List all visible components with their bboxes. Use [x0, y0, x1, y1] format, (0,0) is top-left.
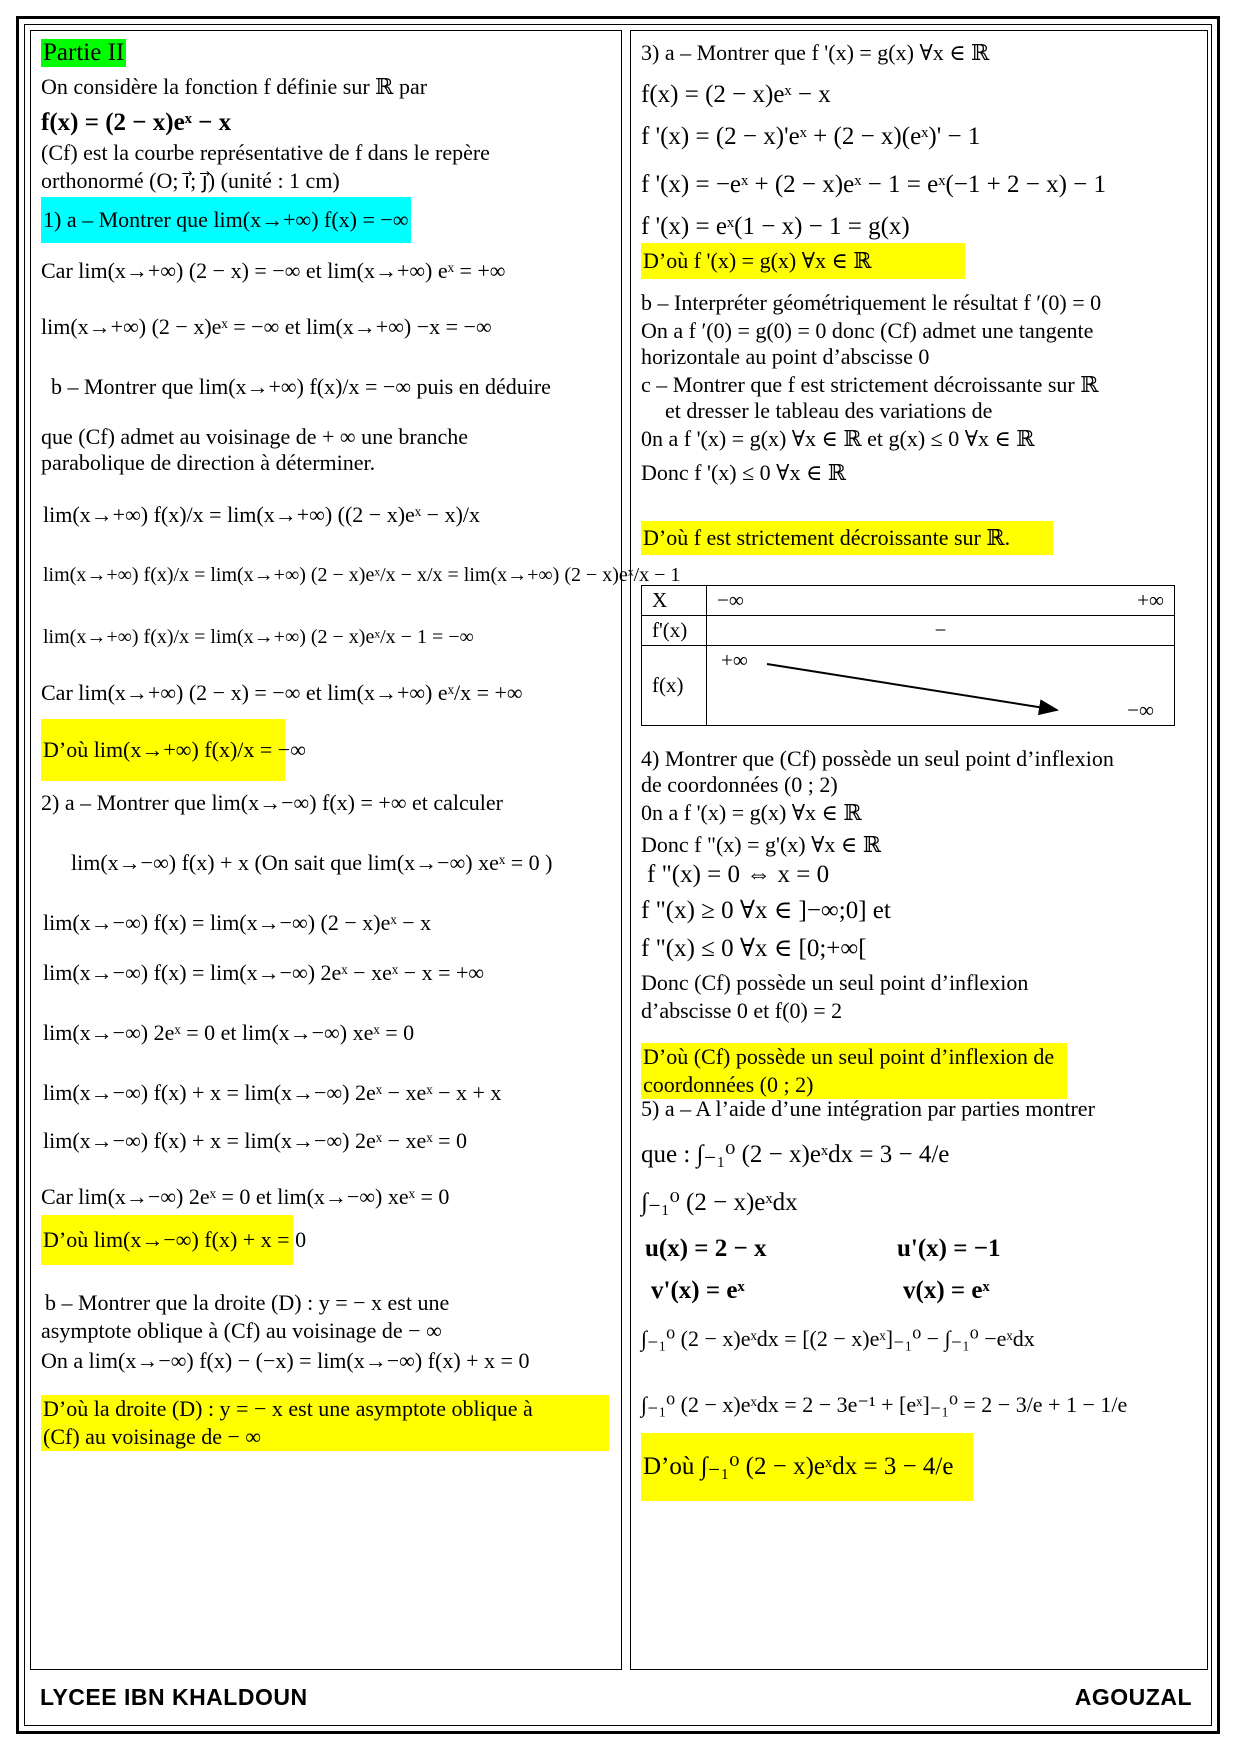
formula-line: 0n a f '(x) = g(x) ∀x ∈ ℝ: [641, 800, 862, 825]
text-line: b – Montrer que lim(x→+∞) f(x)/x = −∞ puis en déduire: [51, 374, 551, 399]
text-line: de coordonnées (0 ; 2): [641, 772, 838, 797]
table-row: [642, 586, 1175, 616]
formula-line: v(x) = eˣ: [903, 1277, 990, 1304]
table-cell: f(x): [642, 646, 707, 726]
formula-line: f '(x) = (2 − x)'eˣ + (2 − x)(eˣ)' − 1: [641, 123, 981, 150]
formula-line: v'(x) = eˣ: [651, 1277, 745, 1304]
result-4-line1: D’où (Cf) possède un seul point d’inflexion de: [643, 1044, 1055, 1069]
formula-line: Car lim(x→+∞) (2 − x) = −∞ et lim(x→+∞) eˣ/x = +∞: [41, 680, 523, 705]
formula-line: Car lim(x→−∞) 2eˣ = 0 et lim(x→−∞) xeˣ = 0: [41, 1184, 450, 1209]
question-4: 4) Montrer que (Cf) possède un seul point d’inflexion: [641, 746, 1114, 771]
formula-line: lim(x→+∞) f(x)/x = lim(x→+∞) (2 − x)eˣ/x − x/x = lim(x→+∞) (2 − x)eˣ/x − 1: [43, 564, 681, 586]
result-3a: D’où f '(x) = g(x) ∀x ∈ ℝ: [641, 243, 965, 279]
result-3c: D’où f est strictement décroissante sur ℝ.: [641, 521, 1053, 555]
formula-line: lim(x→+∞) f(x)/x = lim(x→+∞) ((2 − x)eˣ − x)/x: [43, 502, 481, 527]
formula-line: lim(x→−∞) 2eˣ = 0 et lim(x→−∞) xeˣ = 0: [43, 1020, 415, 1045]
question-5a: 5) a – A l’aide d’une intégration par parties montrer: [641, 1096, 1095, 1121]
formula-line: lim(x→−∞) f(x) = lim(x→−∞) (2 − x)eˣ − x: [43, 910, 432, 935]
table-cell: −: [707, 616, 1175, 646]
formula-line: u'(x) = −1: [897, 1235, 1001, 1262]
formula-line: ∫₋₁⁰ (2 − x)eˣdx = 2 − 3e⁻¹ + [eˣ]₋₁⁰ = 2 − 3/e + 1 − 1/e: [641, 1392, 1128, 1417]
formula-line: lim(x→−∞) f(x) + x (On sait que lim(x→−∞) xeˣ = 0 ): [71, 850, 553, 875]
decreasing-arrow: [763, 658, 1063, 718]
table-value: +∞: [1137, 588, 1164, 612]
formula-line: Donc f '(x) ≤ 0 ∀x ∈ ℝ: [641, 460, 847, 485]
formula-line: 0n a f '(x) = g(x) ∀x ∈ ℝ et g(x) ≤ 0 ∀x ∈ ℝ: [641, 426, 1035, 451]
formula-line: ∫₋₁⁰ (2 − x)eˣdx = [(2 − x)eˣ]₋₁⁰ − ∫₋₁⁰ −eˣdx: [641, 1326, 1035, 1351]
table-cell: X: [642, 586, 707, 616]
text-line: et dresser le tableau des variations de: [665, 398, 993, 423]
formula-line: f "(x) = 0 ⇔ x = 0: [647, 861, 830, 888]
table-value: −∞: [717, 588, 744, 612]
formula-line: f '(x) = eˣ(1 − x) − 1 = g(x): [641, 213, 910, 240]
table-value: +∞: [721, 648, 748, 672]
question-3c: c – Montrer que f est strictement décroissante sur ℝ: [641, 372, 1099, 397]
text-line: d’abscisse 0 et f(0) = 2: [641, 998, 843, 1023]
table-row: [642, 616, 1175, 646]
result-1b: D’où lim(x→+∞) f(x)/x = −∞: [41, 719, 285, 781]
text-line: On a f ′(0) = g(0) = 0 donc (Cf) admet une tangente: [641, 318, 1094, 343]
formula-line: f "(x) ≥ 0 ∀x ∈ ]−∞;0] et: [641, 897, 891, 924]
variation-table: [641, 585, 1175, 726]
table-value: −∞: [1127, 698, 1154, 722]
text-line: orthonormé (O; i⃗; j⃗) (unité : 1 cm): [41, 168, 340, 193]
right-column: [630, 30, 1208, 1670]
formula-line: lim(x→+∞) (2 − x)eˣ = −∞ et lim(x→+∞) −x = −∞: [41, 314, 492, 339]
formula-line: lim(x→−∞) f(x) + x = lim(x→−∞) 2eˣ − xeˣ = 0: [43, 1128, 468, 1153]
formula-line: u(x) = 2 − x: [645, 1235, 767, 1262]
result-4-line2: coordonnées (0 ; 2): [643, 1072, 814, 1097]
text-line: horizontale au point d’abscisse 0: [641, 344, 930, 369]
formula-line: que : ∫₋₁⁰ (2 − x)eˣdx = 3 − 4/e: [641, 1141, 950, 1168]
result-2a: D’où lim(x→−∞) f(x) + x = 0: [41, 1215, 293, 1265]
table-row: [642, 646, 1175, 726]
result-2b-line1: D’où la droite (D) : y = − x est une asymptote oblique à: [43, 1396, 533, 1421]
text-line: que (Cf) admet au voisinage de + ∞ une branche: [41, 424, 468, 449]
formula-line: lim(x→−∞) f(x) + x = lim(x→−∞) 2eˣ − xeˣ − x + x: [43, 1080, 502, 1105]
left-column: [30, 30, 681, 1670]
formula-line: Donc f "(x) = g'(x) ∀x ∈ ℝ: [641, 832, 881, 857]
formula-line: f "(x) ≤ 0 ∀x ∈ [0;+∞[: [641, 935, 867, 962]
formula-line: lim(x→+∞) f(x)/x = lim(x→+∞) (2 − x)eˣ/x − 1 = −∞: [43, 626, 474, 648]
result-5a: D’où ∫₋₁⁰ (2 − x)eˣdx = 3 − 4/e: [641, 1433, 973, 1501]
result-2b-line2: (Cf) au voisinage de − ∞: [43, 1424, 262, 1449]
formula-line: ∫₋₁⁰ (2 − x)eˣdx: [641, 1189, 798, 1216]
table-cell: f'(x): [642, 616, 707, 646]
text-line: parabolique de direction à déterminer.: [41, 450, 376, 475]
text-line: b – Montrer que la droite (D) : y = − x est une: [45, 1290, 450, 1315]
formula-line: Car lim(x→+∞) (2 − x) = −∞ et lim(x→+∞) eˣ = +∞: [41, 258, 506, 283]
table-cell: [707, 646, 1175, 726]
result-4: [641, 1043, 1067, 1099]
footer-author: AGOUZAL: [1074, 1684, 1192, 1710]
formula-line: f(x) = (2 − x)eˣ − x: [641, 81, 831, 108]
text-line: asymptote oblique à (Cf) au voisinage de − ∞: [41, 1318, 442, 1343]
formula-line: On a lim(x→−∞) f(x) − (−x) = lim(x→−∞) f(x) + x = 0: [41, 1348, 530, 1373]
table-cell: [707, 586, 1175, 616]
footer-school: LYCEE IBN KHALDOUN: [40, 1684, 308, 1710]
question-1a: 1) a – Montrer que lim(x→+∞) f(x) = −∞: [41, 197, 411, 243]
section-title: Partie II: [43, 39, 125, 66]
question-3a: 3) a – Montrer que f '(x) = g(x) ∀x ∈ ℝ: [641, 40, 990, 65]
formula-line: lim(x→−∞) f(x) = lim(x→−∞) 2eˣ − xeˣ − x = +∞: [43, 960, 485, 985]
text-line: Donc (Cf) possède un seul point d’inflexion: [641, 970, 1029, 995]
text-line: 2) a – Montrer que lim(x→−∞) f(x) = +∞ et calculer: [41, 790, 503, 815]
text-line: On considère la fonction f définie sur ℝ par: [41, 74, 428, 99]
question-3b: b – Interpréter géométriquement le résultat f ′(0) = 0: [641, 290, 1102, 315]
formula-line: f(x) = (2 − x)eˣ − x: [41, 109, 232, 136]
result-2b: [41, 1395, 609, 1451]
formula-line: f '(x) = −eˣ + (2 − x)eˣ − 1 = eˣ(−1 + 2 − x) − 1: [641, 171, 1106, 198]
text-line: (Cf) est la courbe représentative de f dans le repère: [41, 140, 490, 165]
